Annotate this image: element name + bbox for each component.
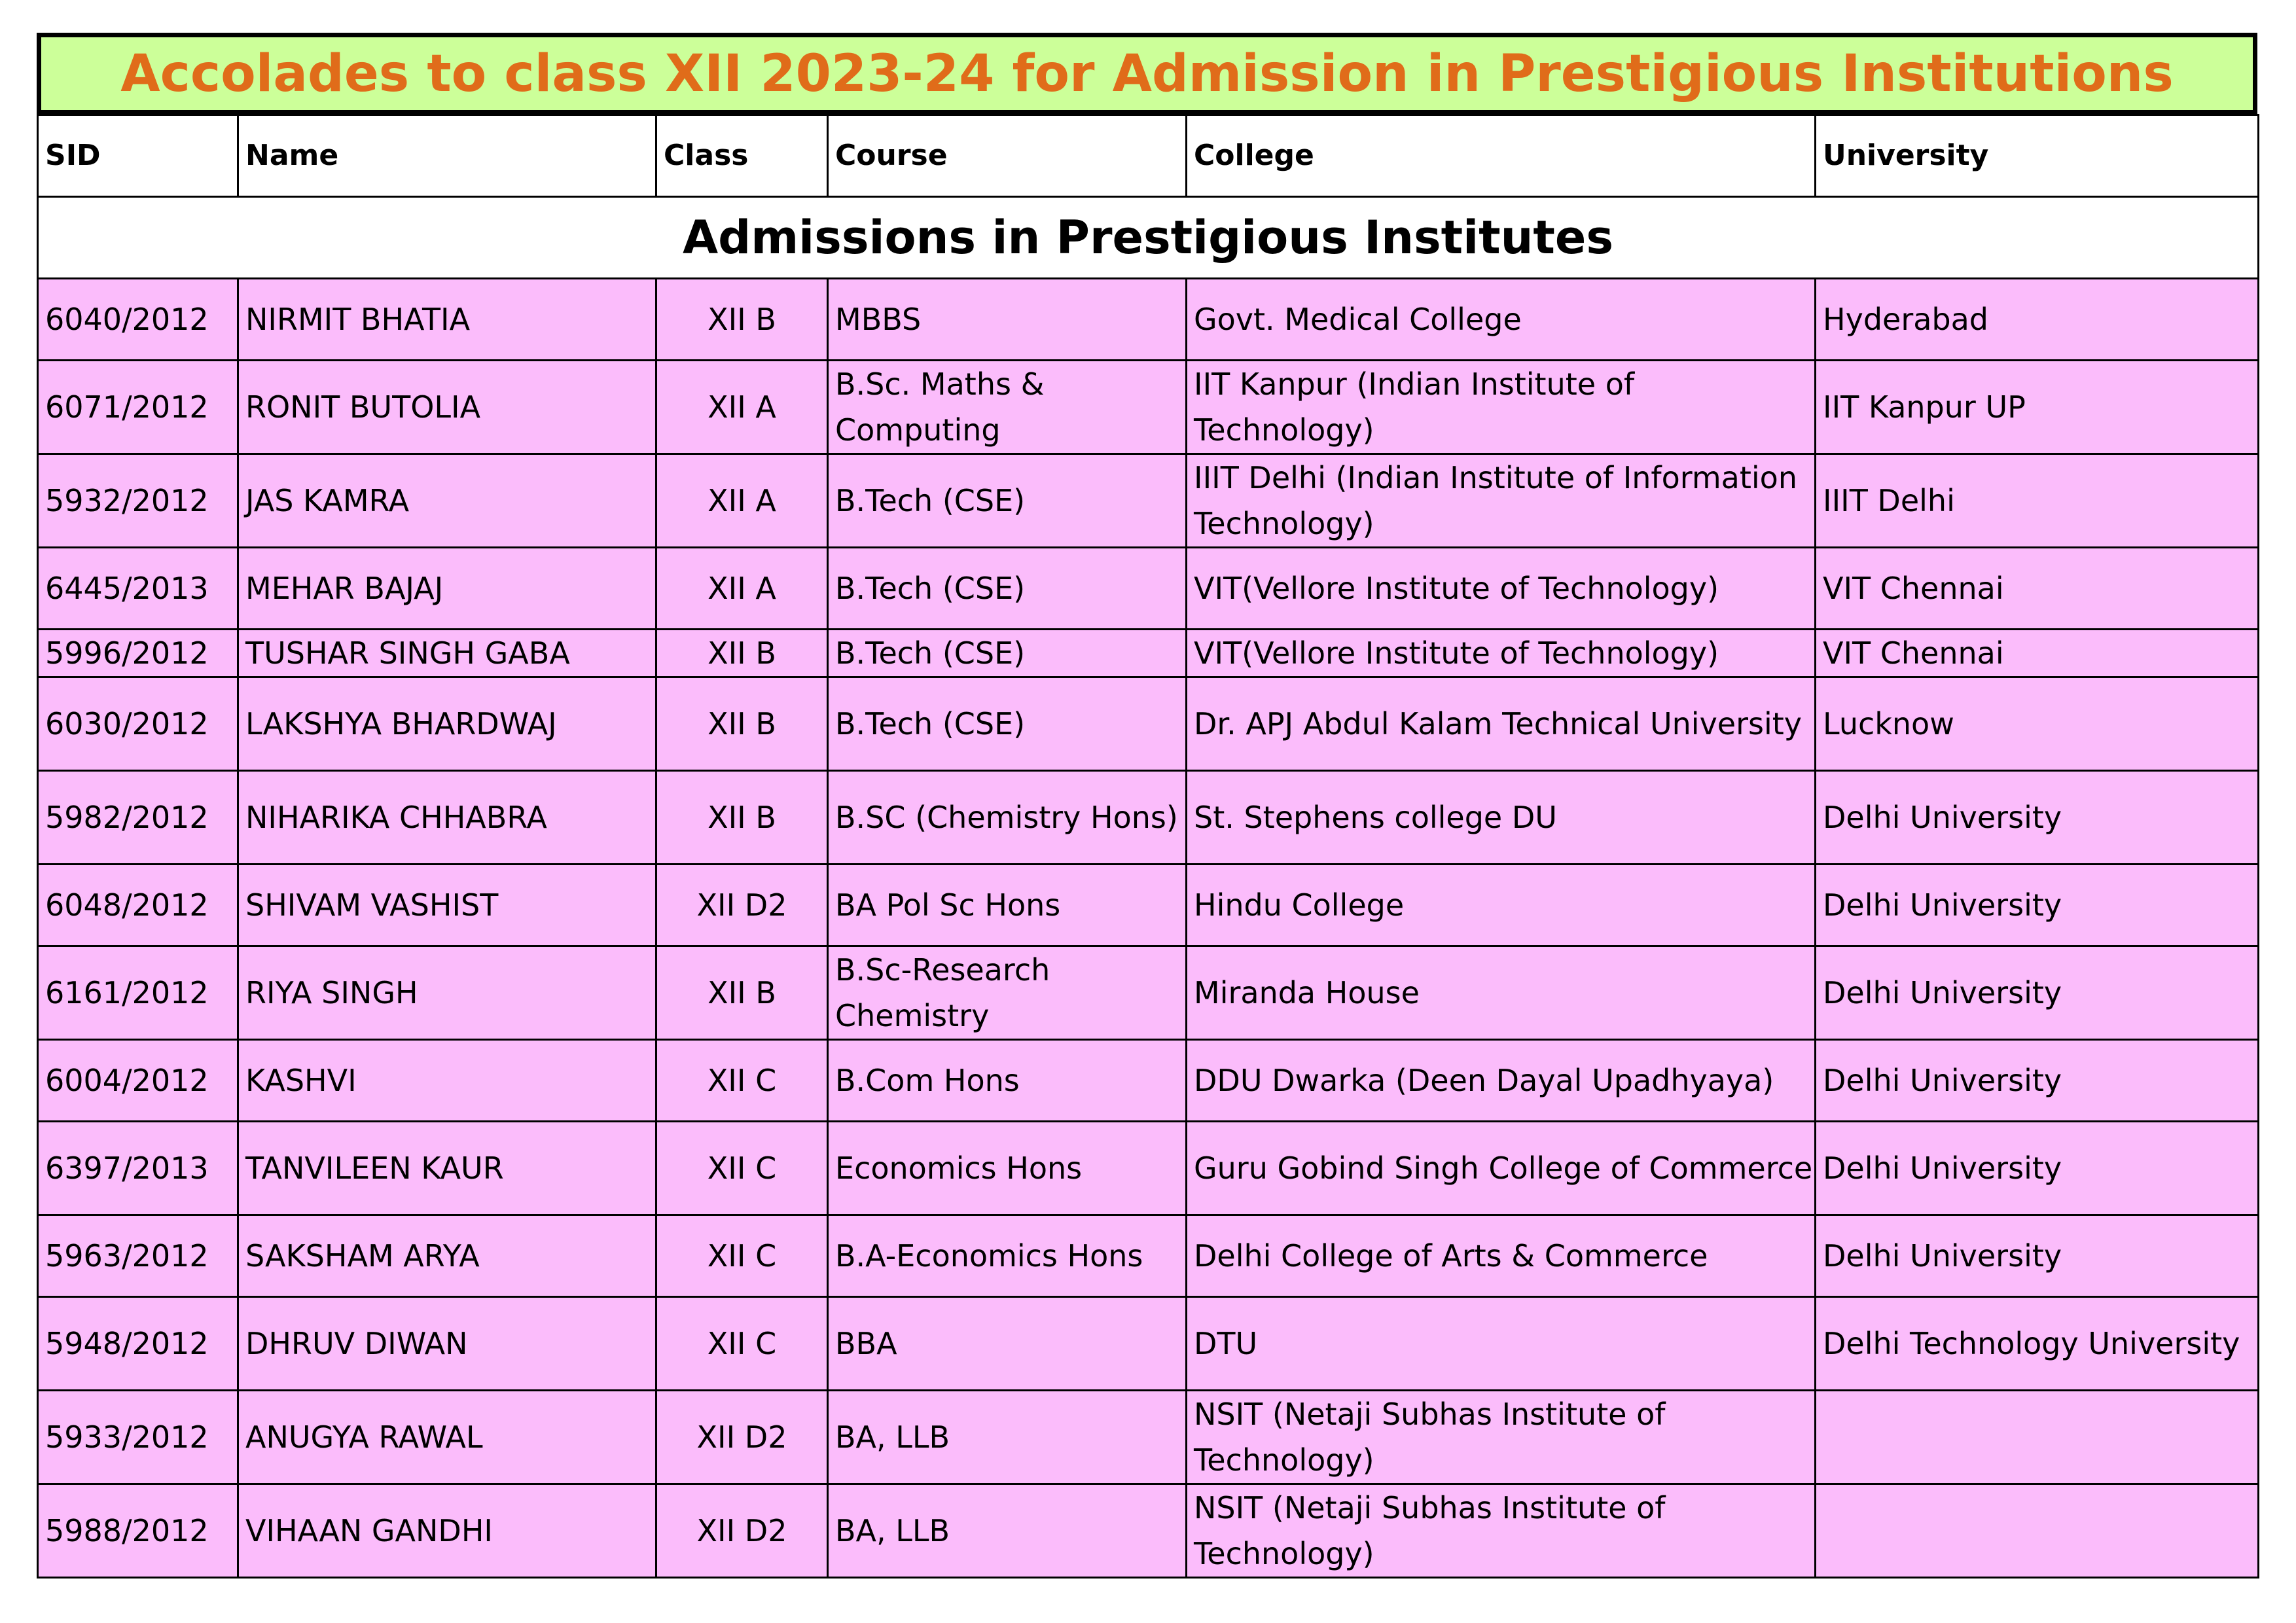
- cell-college: IIIT Delhi (Indian Institute of Information Technology): [1187, 454, 1816, 548]
- cell-sid: 5963/2012: [38, 1215, 238, 1297]
- cell-college: Guru Gobind Singh College of Commerce: [1187, 1122, 1816, 1215]
- cell-course: B.A-Economics Hons: [828, 1215, 1187, 1297]
- cell-name: MEHAR BAJAJ: [238, 548, 656, 630]
- section-row: [38, 197, 2259, 279]
- table-row: [38, 279, 2259, 361]
- cell-sid: 5933/2012: [38, 1391, 238, 1484]
- cell-course: B.Sc-Research Chemistry: [828, 946, 1187, 1040]
- cell-sid: 5996/2012: [38, 630, 238, 677]
- cell-college: NSIT (Netaji Subhas Institute of Technology): [1187, 1484, 1816, 1578]
- cell-university: Delhi University: [1816, 865, 2259, 946]
- cell-university: Delhi University: [1816, 1122, 2259, 1215]
- table-row: [38, 1484, 2259, 1578]
- cell-course: BA, LLB: [828, 1484, 1187, 1578]
- cell-university: Delhi University: [1816, 1040, 2259, 1122]
- cell-course: B.Tech (CSE): [828, 677, 1187, 771]
- cell-name: SHIVAM VASHIST: [238, 865, 656, 946]
- page-title: Accolades to class XII 2023-24 for Admission in Prestigious Institutions: [37, 33, 2257, 115]
- header-name: Name: [238, 115, 656, 197]
- cell-name: ANUGYA RAWAL: [238, 1391, 656, 1484]
- cell-class: XII B: [656, 630, 828, 677]
- table-row: [38, 865, 2259, 946]
- table-row: [38, 1215, 2259, 1297]
- cell-university: Delhi Technology University: [1816, 1297, 2259, 1391]
- cell-college: Hindu College: [1187, 865, 1816, 946]
- cell-sid: 6004/2012: [38, 1040, 238, 1122]
- cell-course: BBA: [828, 1297, 1187, 1391]
- cell-university: VIT Chennai: [1816, 548, 2259, 630]
- cell-sid: 5948/2012: [38, 1297, 238, 1391]
- cell-course: B.Tech (CSE): [828, 630, 1187, 677]
- cell-course: B.Tech (CSE): [828, 548, 1187, 630]
- cell-university: Delhi University: [1816, 946, 2259, 1040]
- cell-sid: 5988/2012: [38, 1484, 238, 1578]
- table-row: [38, 1122, 2259, 1215]
- cell-course: B.Sc. Maths & Computing: [828, 361, 1187, 454]
- cell-name: LAKSHYA BHARDWAJ: [238, 677, 656, 771]
- cell-class: XII C: [656, 1215, 828, 1297]
- cell-sid: 6030/2012: [38, 677, 238, 771]
- cell-name: NIRMIT BHATIA: [238, 279, 656, 361]
- admissions-table: [37, 114, 2259, 1578]
- cell-name: KASHVI: [238, 1040, 656, 1122]
- header-row: [38, 115, 2259, 197]
- cell-class: XII D2: [656, 865, 828, 946]
- cell-college: St. Stephens college DU: [1187, 771, 1816, 865]
- cell-college: Miranda House: [1187, 946, 1816, 1040]
- cell-class: XII C: [656, 1297, 828, 1391]
- cell-sid: 5982/2012: [38, 771, 238, 865]
- cell-class: XII A: [656, 548, 828, 630]
- cell-name: NIHARIKA CHHABRA: [238, 771, 656, 865]
- cell-course: MBBS: [828, 279, 1187, 361]
- cell-course: B.Com Hons: [828, 1040, 1187, 1122]
- table-row: [38, 630, 2259, 677]
- header-sid: SID: [38, 115, 238, 197]
- header-class: Class: [656, 115, 828, 197]
- cell-class: XII A: [656, 454, 828, 548]
- cell-name: RONIT BUTOLIA: [238, 361, 656, 454]
- cell-university: IIIT Delhi: [1816, 454, 2259, 548]
- cell-college: Dr. APJ Abdul Kalam Technical University: [1187, 677, 1816, 771]
- cell-university: VIT Chennai: [1816, 630, 2259, 677]
- section-title: Admissions in Prestigious Institutes: [38, 197, 2259, 279]
- cell-college: DTU: [1187, 1297, 1816, 1391]
- cell-class: XII B: [656, 771, 828, 865]
- cell-name: DHRUV DIWAN: [238, 1297, 656, 1391]
- cell-college: Delhi College of Arts & Commerce: [1187, 1215, 1816, 1297]
- cell-class: XII D2: [656, 1391, 828, 1484]
- table-row: [38, 946, 2259, 1040]
- cell-name: JAS KAMRA: [238, 454, 656, 548]
- cell-course: B.Tech (CSE): [828, 454, 1187, 548]
- cell-college: IIT Kanpur (Indian Institute of Technology): [1187, 361, 1816, 454]
- cell-college: VIT(Vellore Institute of Technology): [1187, 630, 1816, 677]
- cell-sid: 6040/2012: [38, 279, 238, 361]
- table-row: [38, 1391, 2259, 1484]
- cell-class: XII C: [656, 1122, 828, 1215]
- cell-college: Govt. Medical College: [1187, 279, 1816, 361]
- cell-class: XII D2: [656, 1484, 828, 1578]
- table-row: [38, 1297, 2259, 1391]
- cell-college: NSIT (Netaji Subhas Institute of Technology): [1187, 1391, 1816, 1484]
- cell-university: Lucknow: [1816, 677, 2259, 771]
- cell-name: TANVILEEN KAUR: [238, 1122, 656, 1215]
- cell-university: IIT Kanpur UP: [1816, 361, 2259, 454]
- table-row: [38, 677, 2259, 771]
- cell-sid: 6397/2013: [38, 1122, 238, 1215]
- table-row: [38, 548, 2259, 630]
- cell-course: B.SC (Chemistry Hons): [828, 771, 1187, 865]
- accolades-sheet: [37, 33, 2257, 1578]
- table-row: [38, 771, 2259, 865]
- cell-course: BA Pol Sc Hons: [828, 865, 1187, 946]
- cell-class: XII A: [656, 361, 828, 454]
- cell-class: XII B: [656, 677, 828, 771]
- cell-university: [1816, 1484, 2259, 1578]
- cell-university: Hyderabad: [1816, 279, 2259, 361]
- cell-name: SAKSHAM ARYA: [238, 1215, 656, 1297]
- cell-college: VIT(Vellore Institute of Technology): [1187, 548, 1816, 630]
- cell-class: XII B: [656, 946, 828, 1040]
- cell-course: BA, LLB: [828, 1391, 1187, 1484]
- cell-name: RIYA SINGH: [238, 946, 656, 1040]
- cell-course: Economics Hons: [828, 1122, 1187, 1215]
- cell-sid: 6048/2012: [38, 865, 238, 946]
- cell-sid: 6161/2012: [38, 946, 238, 1040]
- cell-university: Delhi University: [1816, 771, 2259, 865]
- table-row: [38, 454, 2259, 548]
- cell-name: VIHAAN GANDHI: [238, 1484, 656, 1578]
- cell-class: XII C: [656, 1040, 828, 1122]
- cell-college: DDU Dwarka (Deen Dayal Upadhyaya): [1187, 1040, 1816, 1122]
- cell-university: Delhi University: [1816, 1215, 2259, 1297]
- header-university: University: [1816, 115, 2259, 197]
- cell-sid: 6071/2012: [38, 361, 238, 454]
- cell-sid: 5932/2012: [38, 454, 238, 548]
- cell-sid: 6445/2013: [38, 548, 238, 630]
- table-row: [38, 1040, 2259, 1122]
- header-college: College: [1187, 115, 1816, 197]
- header-course: Course: [828, 115, 1187, 197]
- cell-university: [1816, 1391, 2259, 1484]
- table-row: [38, 361, 2259, 454]
- cell-class: XII B: [656, 279, 828, 361]
- cell-name: TUSHAR SINGH GABA: [238, 630, 656, 677]
